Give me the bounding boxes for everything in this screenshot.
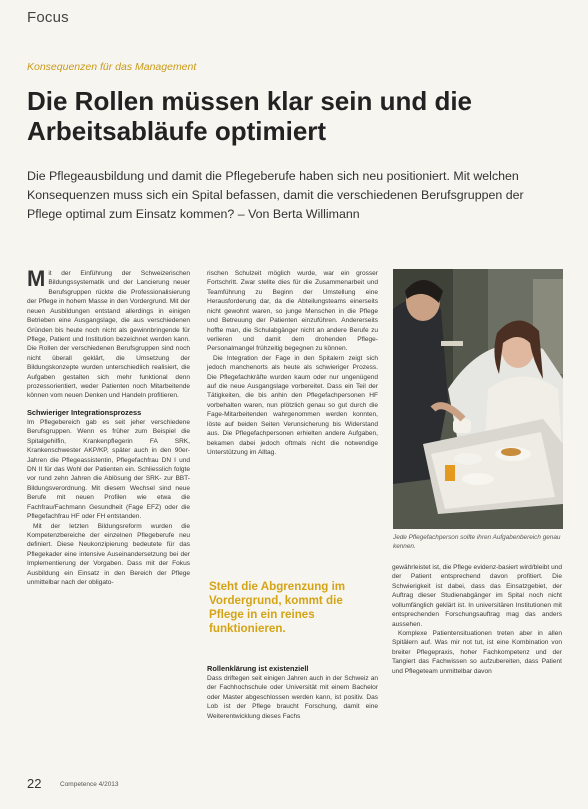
body-paragraph: it der Einführung der Schweizerischen Bildungssystematik und der Lancierung neuer Berufsgruppen rückte die Professionalisierung der Pflege in hohem Masse in den Vordergrund. Mit der neuen Ausbildungen entstand allerdings in einigen Betrieben eine Ausgangslage, die aus verschiedenen Gründen bis heute noch nicht als gewinnbringende für Pflege, Patient und Institution bezeichnet werden kann. Die Rollen der verschiedenen Berufsgruppen sind noch nicht überall geklärt, die Umsetzung der Bildungskonzepte wurden unterschiedlich realisiert, die Aufgaben gestalten sich mehr funktional denn prozessorientiert, weder Patienten noch Mitarbeitende können vom neuen Denken und Handeln profitieren.	[27, 270, 190, 400]
kicker: Konsequenzen für das Management	[27, 61, 197, 73]
body-paragraph: Komplexe Patientensituationen treten aber in allen Spitälern auf. Was mir not tut, ist eine Kombination von breiter Pflegepraxis, hoher Fachkompetenz und der Tangiert das Fachwissen so aufzubereiten, dass Patient und Pflegeteam unmittelbar davon	[392, 629, 562, 675]
article-column-2	[207, 269, 378, 457]
lead-paragraph: Die Pflegeausbildung und damit die Pflegeberufe haben sich neu positioniert. Mit welchen Konsequenzen muss sich ein Spital befassen, damit die verschiedenen Berufsgruppen der Pflege optimal zum Einsatz kommen? – Von Berta Willimann	[27, 169, 524, 221]
body-paragraph: Die Integration der Fage in den Spitalern zeigt sich jedoch manchenorts als heute als schwieriger Prozess. Die Pflegefachkräfte wurden kaum oder nur ungenügend auf die neue Ausgangslage vorbereitet. Dass ein Teil der Tätigkeiten, die bis anhin den Pflegefachpersonen HF vorbehalten waren, nun plötzlich genau so gut durch die Fage-Mitarbeitenden wahrgenommen werden konnten, löste auf beiden Seiten Verunsicherung bis Widerstand aus. Die Pflegefachpersonen erhielten andere Aufgaben, bekamen dabei jedoch oftmals nicht die notwendige Unterstützung im Alltag.	[207, 354, 378, 457]
body-paragraph: Dass driftegen seit einigen Jahren auch in der Schweiz an der Fachhochschule oder Universität mit einem Bachelor oder Master abgeschlossen werden kann, ist positiv. Das Lob ist der Pflege braucht Forschung, damit eine Weiterentwicklung dieses Fachs	[207, 675, 378, 720]
nurse-serving-breakfast-photo	[393, 269, 563, 529]
body-paragraph: Mit der letzten Bildungsreform wurden die Kompetenzbereiche der einzelnen Pflegeberufe neu definiert. Diese Neukonzipierung bedeutete für das Pflegekader eine intensive Auseinandersetzung bei der Implementierung der Vorgaben. Dass mit der Fokus Ausbildung ein Einsatz in den Bereich der Pflege unmittelbar nach der obligato-	[27, 522, 190, 587]
photo-caption: Jede Pflegefachperson sollte ihren Aufgabenbereich genau kennen.	[393, 534, 561, 550]
article-column-1	[27, 266, 190, 588]
article-column-3	[392, 563, 562, 676]
article-column-2-lower	[207, 664, 378, 721]
subheading: Rollenklärung ist existenziell	[207, 664, 309, 673]
page-number: 22	[27, 776, 42, 791]
body-paragraph: gewährleistet ist, die Pflege evidenz-basiert wird/bleibt und der Patient entsprechend davon profitiert. Die Schwierigkeit ist dabei, dass das Einsatzgebiet, der Auftrag dieser Studienabgänger im Spital noch nicht vollumfänglich geklärt ist. In universitären Institutionen mit entsprechenden Forschungsauftrag mag das anders aussehen.	[392, 564, 562, 628]
section-label: Focus	[27, 9, 69, 26]
pull-quote: Steht die Abgrenzung im Vordergrund, kommt die Pflege in ein reines funktionieren.	[209, 580, 346, 635]
drop-cap: M	[27, 266, 46, 291]
body-paragraph: Im Pflegebereich gab es seit jeher verschiedene Berufsgruppen. Wenn es früher zum Beispiel die Spitalgehilfin, Krankenpflegerin FA SRK, Krankenschwester AKP/KP, später auch in den 90er-Jahren die Pflegeassistentin, Pflegefachfrau DN I und DN II für das Wohl der Patienten ein. Schliesslich folgte vor rund zehn Jahren die Ablösung der SRK- zur BBT-Bildungsverordnung. Mit diesem Wechsel sind neue Berufe mit neuen Profilen wie etwa die Fachfrau/Fachmann Gesundheit (Fage EFZ) oder die Pflegefachfrau HF oder FH entstanden.	[27, 418, 190, 521]
headline: Die Rollen müssen klar sein und die Arbeitsabläufe optimiert	[27, 86, 473, 146]
subheading: Schwieriger Integrationsprozess	[27, 407, 142, 417]
publication-footer: Competence 4/2013	[60, 781, 119, 788]
article-photo	[393, 269, 563, 529]
body-paragraph: rischen Schulzeit möglich wurde, war ein grosser Fortschritt. Zwar stellte dies für die Zusammenarbeit und Teamführung zu Beginn der Umstellung eine Herausforderung dar, da die Abteilungsteams einerseits nicht gewohnt waren, so junge Menschen in die Pflege und Betreuung der Patienten einzuführen. Andererseits hoffte man, die Schulabgänger nicht an andere Berufe zu verlieren und damit dem drohenden Pflege-Personalmangel frühzeitig begegnen zu können.	[207, 270, 378, 353]
